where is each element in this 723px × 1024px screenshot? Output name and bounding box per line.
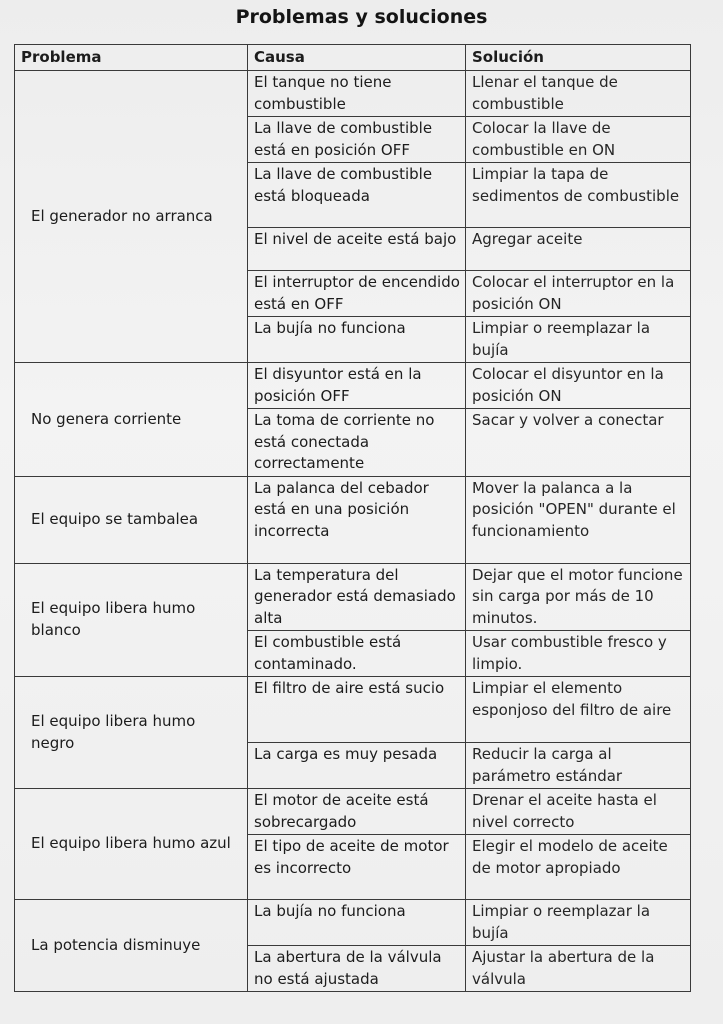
cause-cell: El disyuntor está en la posición OFF xyxy=(248,363,466,409)
solution-cell: Agregar aceite xyxy=(466,228,691,271)
page-title: Problemas y soluciones xyxy=(235,6,488,28)
table-header-row xyxy=(15,45,691,71)
cause-cell: La carga es muy pesada xyxy=(248,743,466,789)
header-problem: Problema xyxy=(15,45,248,71)
cause-cell: El tanque no tiene combustible xyxy=(248,71,466,117)
solution-cell: Colocar la llave de combustible en ON xyxy=(466,117,691,163)
table-row xyxy=(15,71,691,117)
solution-cell: Usar combustible fresco y limpio. xyxy=(466,631,691,677)
cause-cell: El interruptor de encendido está en OFF xyxy=(248,271,466,317)
header-cause: Causa xyxy=(248,45,466,71)
cause-cell: La bujía no funciona xyxy=(248,900,466,946)
table-row xyxy=(15,363,691,409)
solution-cell: Mover la palanca a la posición "OPEN" durante el funcionamiento xyxy=(466,476,691,563)
solution-cell: Limpiar o reemplazar la bujía xyxy=(466,317,691,363)
problem-cell: La potencia disminuye xyxy=(15,900,248,992)
cause-cell: El nivel de aceite está bajo xyxy=(248,228,466,271)
solution-cell: Elegir el modelo de aceite de motor apropiado xyxy=(466,835,691,900)
solution-cell: Dejar que el motor funcione sin carga por más de 10 minutos. xyxy=(466,563,691,631)
table-row xyxy=(15,789,691,835)
solution-cell: Colocar el disyuntor en la posición ON xyxy=(466,363,691,409)
troubleshooting-table xyxy=(14,44,691,992)
solution-cell: Limpiar el elemento esponjoso del filtro de aire xyxy=(466,677,691,743)
cause-cell: El combustible está contaminado. xyxy=(248,631,466,677)
problem-cell: El equipo se tambalea xyxy=(15,476,248,563)
solution-cell: Llenar el tanque de combustible xyxy=(466,71,691,117)
solution-cell: Ajustar la abertura de la válvula xyxy=(466,946,691,992)
cause-cell: El tipo de aceite de motor es incorrecto xyxy=(248,835,466,900)
solution-cell: Reducir la carga al parámetro estándar xyxy=(466,743,691,789)
cause-cell: La abertura de la válvula no está ajustada xyxy=(248,946,466,992)
solution-cell: Colocar el interruptor en la posición ON xyxy=(466,271,691,317)
header-solution: Solución xyxy=(466,45,691,71)
solution-cell: Sacar y volver a conectar xyxy=(466,409,691,477)
solution-cell: Drenar el aceite hasta el nivel correcto xyxy=(466,789,691,835)
solution-cell: Limpiar o reemplazar la bujía xyxy=(466,900,691,946)
cause-cell: La toma de corriente no está conectada correctamente xyxy=(248,409,466,477)
solution-cell: Limpiar la tapa de sedimentos de combustible xyxy=(466,163,691,228)
table-row xyxy=(15,677,691,743)
table-row xyxy=(15,900,691,946)
problem-cell: El equipo libera humo azul xyxy=(15,789,248,900)
cause-cell: La palanca del cebador está en una posición incorrecta xyxy=(248,476,466,563)
cause-cell: La llave de combustible está en posición OFF xyxy=(248,117,466,163)
cause-cell: El motor de aceite está sobrecargado xyxy=(248,789,466,835)
problem-cell: El equipo libera humo blanco xyxy=(15,563,248,677)
problem-cell: El generador no arranca xyxy=(15,71,248,363)
cause-cell: La temperatura del generador está demasiado alta xyxy=(248,563,466,631)
table-row xyxy=(15,563,691,631)
cause-cell: La bujía no funciona xyxy=(248,317,466,363)
cause-cell: El filtro de aire está sucio xyxy=(248,677,466,743)
problem-cell: No genera corriente xyxy=(15,363,248,477)
cause-cell: La llave de combustible está bloqueada xyxy=(248,163,466,228)
problem-cell: El equipo libera humo negro xyxy=(15,677,248,789)
table-row xyxy=(15,476,691,563)
